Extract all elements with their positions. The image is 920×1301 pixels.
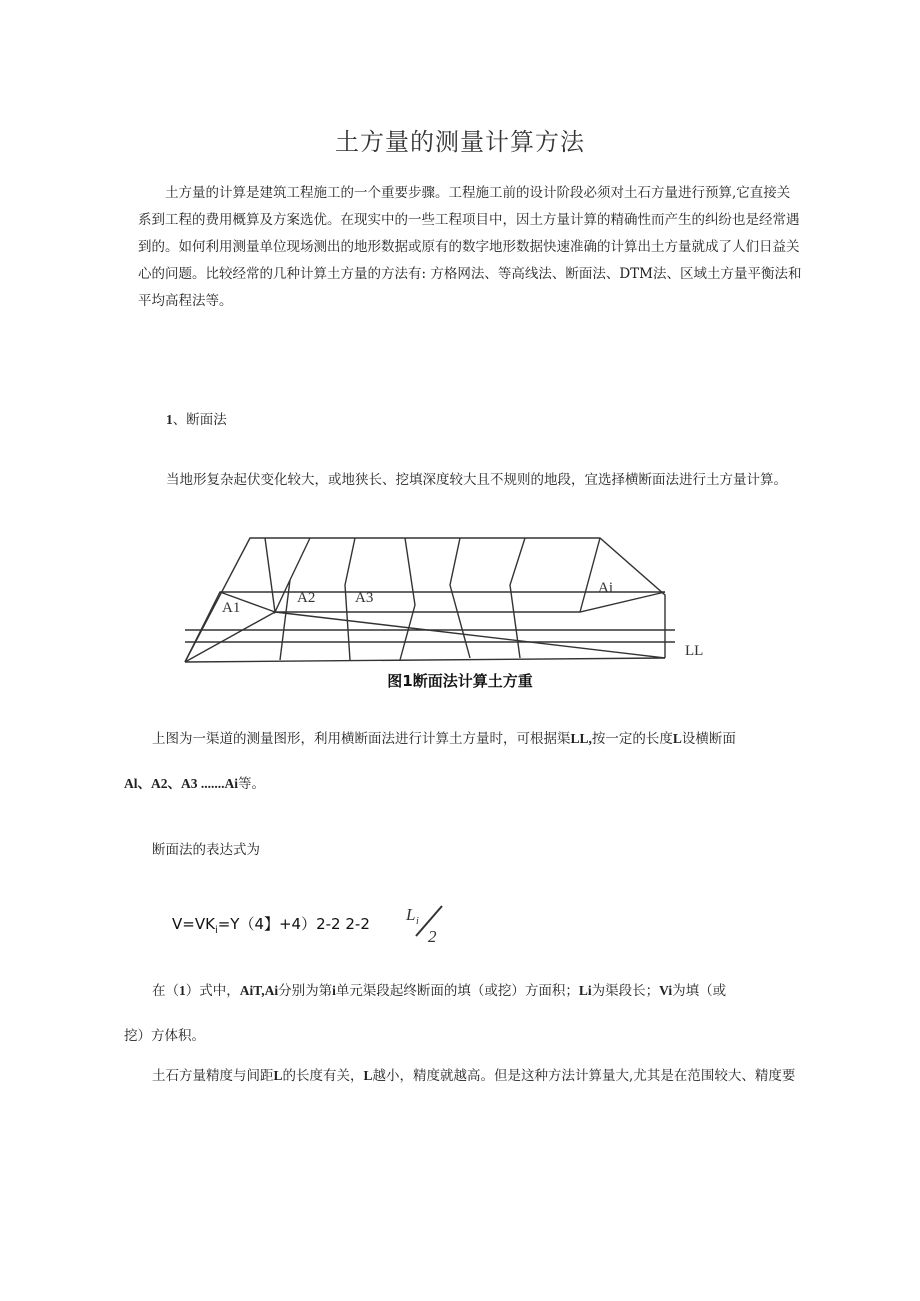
intro-line: 到的。如何利用测量单位现场测出的地形数据或原有的数字地形数据快速准确的计算出土方量就成了人们日益关 xyxy=(138,239,800,255)
formula-rest: =Y（4】+4）2-2 2-2 xyxy=(217,915,370,933)
label-a2: A2 xyxy=(297,590,316,606)
precision-text: 越小，精度就越高。但是这种方法计算量大,尤其是在范围较大、精度要 xyxy=(372,1068,796,1084)
explain-line-1 xyxy=(152,979,726,999)
intro-paragraph xyxy=(138,180,802,315)
desc-text: 设横断面 xyxy=(681,731,736,747)
explain-text: 为填（或 xyxy=(672,983,727,999)
section-number: 1 xyxy=(166,412,173,427)
ground-line xyxy=(185,658,665,662)
explain-bold: Vi xyxy=(659,983,673,998)
channel-floor-line xyxy=(185,592,665,662)
label-a1: A1 xyxy=(222,600,241,616)
explain-line-2: 挖）方体积。 xyxy=(124,1028,205,1044)
desc-text: 等。 xyxy=(238,776,265,792)
formula-sub: i xyxy=(214,925,218,936)
precision-text: 土石方量精度与间距 xyxy=(152,1068,274,1084)
explain-text: ）式中， xyxy=(185,983,240,999)
figure-caption: 图1断面法计算土方重 xyxy=(387,672,533,690)
desc-bold: L xyxy=(672,731,682,746)
precision-text: 的长度有关， xyxy=(282,1068,364,1084)
section-ai xyxy=(580,538,600,612)
section-a2-top xyxy=(290,538,310,580)
section-name: 断面法 xyxy=(186,412,227,428)
formula-text: V=VK xyxy=(172,915,215,933)
section-sep: 、 xyxy=(172,412,187,428)
desc-text: 上图为一渠道的测量图形，利用横断面法进行计算土方量时，可根据渠 xyxy=(152,731,571,747)
precision-bold: L xyxy=(273,1068,283,1083)
explain-text: 在（ xyxy=(152,983,179,999)
desc-line-2 xyxy=(124,772,265,792)
label-ll: LL xyxy=(685,643,704,659)
label-ai: Ai xyxy=(598,580,613,596)
label-a3: A3 xyxy=(355,590,374,606)
intro-line: 系到工程的费用概算及方案选优。在现实中的一些工程项目中，因土方量计算的精确性而产生的纠纷也是经常遇 xyxy=(138,212,800,228)
explain-bold: AiT,Ai xyxy=(239,983,279,998)
explain-bold: Li xyxy=(578,983,592,998)
explain-text: 单元渠段起终断面的填（或挖）方面积； xyxy=(335,983,579,999)
section-text: 当地形复杂起伏变化较大，或地狭长、挖填深度较大且不规则的地段，宜选择横断面法进行土方量计算。 xyxy=(166,472,787,488)
formula-fraction xyxy=(400,900,460,948)
intro-line: 心的问题。比较经常的几种计算土方量的方法有: 方格网法、等高线法、断面法、DTM法、区域土方量平衡法和 xyxy=(138,266,802,282)
formula xyxy=(172,913,370,936)
formula-intro: 断面法的表达式为 xyxy=(152,842,260,858)
explain-text: 为渠段长； xyxy=(591,983,660,999)
desc-text: 按一定的长度 xyxy=(591,731,673,747)
desc-line-1 xyxy=(152,727,736,747)
fraction-numerator: L xyxy=(406,905,416,924)
section-diagonal xyxy=(275,612,665,658)
fraction-denominator: 2 xyxy=(428,927,437,946)
desc-bold: Al、A2、A3 .......Ai xyxy=(124,776,238,791)
page-title: 土方量的测量计算方法 xyxy=(335,128,585,156)
explain-text: 分别为第 xyxy=(278,983,333,999)
explain-bold: 1 xyxy=(179,983,186,998)
channel-outline xyxy=(185,538,665,662)
precision-bold: L xyxy=(363,1068,373,1083)
desc-bold: LL, xyxy=(570,731,592,746)
cross-section-figure xyxy=(170,530,715,670)
precision-line xyxy=(152,1064,795,1084)
section-mid-2 xyxy=(450,538,470,658)
intro-line: 土方量的计算是建筑工程施工的一个重要步骤。工程施工前的设计阶段必须对土石方量进行预算,它直接关 xyxy=(165,185,791,201)
section-heading xyxy=(166,408,227,428)
fraction-numerator-sub: i xyxy=(416,916,419,927)
intro-line: 平均高程法等。 xyxy=(138,293,233,309)
explain-bold: i xyxy=(332,983,336,998)
